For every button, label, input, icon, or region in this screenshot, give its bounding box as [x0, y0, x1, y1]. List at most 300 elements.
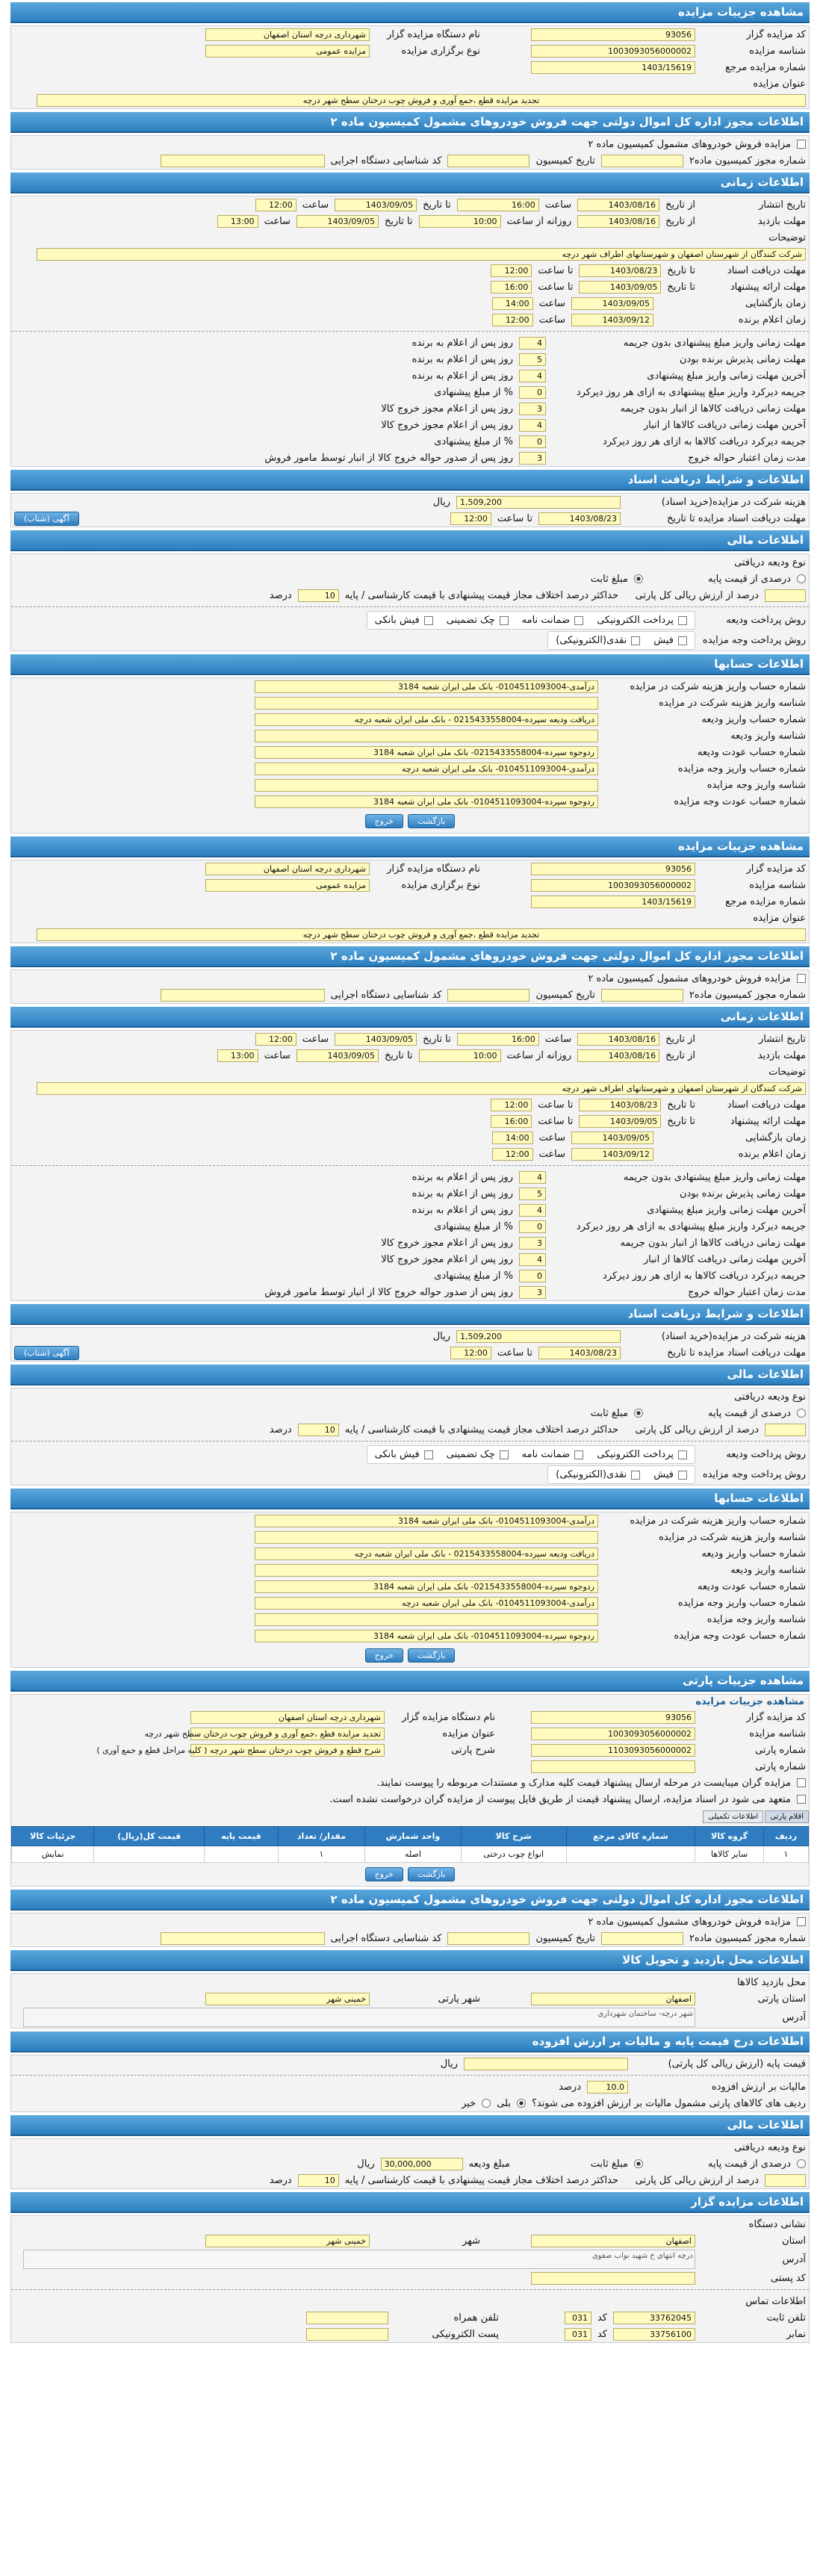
pct-value-input[interactable] — [765, 2174, 806, 2187]
fixed-amount-radio[interactable] — [634, 2159, 643, 2168]
goods-penalty-unit: % از مبلغ پیشنهادی — [434, 435, 513, 447]
visit-panel — [10, 1973, 810, 2029]
commission-date-label: تاریخ کمیسیون — [535, 989, 595, 1001]
pct-value-input[interactable] — [765, 589, 806, 602]
doc-to-label: تا تاریخ — [667, 1099, 695, 1111]
offer-hour-value: 16:00 — [491, 1115, 532, 1128]
party-issuer-label: نام دستگاه مزایده گزار — [402, 1711, 495, 1723]
winner-label: زمان اعلام برنده — [738, 314, 806, 326]
note1-checkbox[interactable] — [797, 1778, 806, 1787]
tab-party-items[interactable]: اقلام پارتی — [765, 1810, 809, 1823]
acc-price-label: شماره حساب واریز وجه مزایده — [677, 763, 806, 775]
doc-to-value: 1403/08/23 — [579, 1099, 661, 1111]
cheque-label: چک تضمینی — [446, 615, 495, 626]
pub-to-hour-value: 12:00 — [255, 1033, 296, 1046]
receipt-checkbox[interactable] — [424, 616, 433, 625]
winner-label: زمان اعلام برنده — [738, 1148, 806, 1160]
acc-fee-value: درآمدی-0104511093004- بانک ملی ایران شعبه 3184 — [255, 680, 598, 693]
cheque-label: چک تضمینی — [446, 1449, 495, 1460]
acc-price-value: درآمدی-0104511093004- بانک ملی ایران شعبه درچه — [255, 763, 598, 775]
view-ad-button[interactable]: آگهی (شتاب) — [14, 512, 79, 526]
license-panel-3 — [10, 1913, 810, 1947]
org-address-value: درچه انتهای خ شهید نواب صفوی — [23, 2250, 695, 2269]
cell-total — [94, 1846, 205, 1863]
table-row — [12, 1846, 809, 1863]
sheba-fee-value — [255, 697, 598, 710]
exit-validity-unit: روز پس از صدور حواله خروج کالا از انبار توسط مامور فروش — [264, 1286, 513, 1298]
license-check-label: مزایده فروش خودروهای مشمول کمیسیون ماده ۲ — [588, 972, 791, 984]
doc-receive-label: مهلت دریافت اسناد مزایده تا تاریخ — [667, 512, 806, 524]
visit-to-label: تا تاریخ — [384, 1049, 413, 1061]
license-checkbox[interactable] — [797, 140, 806, 149]
pct-value-input[interactable] — [765, 1424, 806, 1436]
party-city-value: خمینی شهر — [205, 1993, 370, 2005]
offer-hour-value: 16:00 — [491, 281, 532, 294]
exit-button[interactable]: خروج — [365, 1867, 403, 1881]
org-type-label: نوع برگزاری مزایده — [401, 879, 480, 891]
org-type-label: نوع برگزاری مزایده — [401, 45, 480, 57]
acc-deposit-label: شماره حساب واریز ودیعه — [701, 713, 806, 725]
email-value — [306, 2328, 388, 2341]
max-accept-value: 5 — [519, 353, 546, 366]
last-pay-label: آخرین مهلت زمانی واریز مبلغ پیشنهادی — [647, 1204, 806, 1216]
goods-receive-value: 3 — [519, 403, 546, 415]
goods-last-value: 4 — [519, 1253, 546, 1266]
party-province-label: استان پارتی — [757, 1993, 806, 2005]
exit-button[interactable]: خروج — [365, 1648, 403, 1663]
sheba-deposit-label: شناسه واریز ودیعه — [730, 1564, 806, 1576]
license-checkbox[interactable] — [797, 974, 806, 983]
description-label: توضیحات — [768, 1066, 806, 1078]
doc-fee-value: 1,509,200 — [456, 1330, 621, 1343]
visit-from-label: از تاریخ — [665, 1049, 695, 1061]
visit-label: مهلت بازدید — [757, 215, 806, 227]
col-unit: واحد شمارش — [365, 1827, 461, 1846]
visit-to-hour-label: ساعت — [264, 1049, 291, 1061]
fixed-amount-radio[interactable] — [634, 574, 643, 583]
contact-label: اطلاعات تماس — [745, 2295, 806, 2307]
winner-hour-label: ساعت — [538, 314, 565, 326]
cell-desc: انواع چوب درختی — [461, 1846, 566, 1863]
pub-to-value: 1403/09/05 — [335, 199, 417, 211]
org-type-value: مزایده عمومی — [205, 45, 370, 58]
doc-fee-unit: ریال — [432, 496, 450, 508]
max-pct-diff-unit: درصد — [269, 2174, 292, 2186]
electronic-checkbox[interactable] — [678, 616, 687, 625]
guarantee-checkbox[interactable] — [574, 616, 583, 625]
doc-until-hour-value: 12:00 — [450, 512, 491, 525]
ref-number-label: شماره مزایده مرجع — [725, 896, 806, 907]
goods-penalty-value: 0 — [519, 435, 546, 448]
commission-license-value — [601, 155, 683, 167]
deposit-refund-label: مهلت زمانی واریز مبلغ پیشنهادی بدون جریمه — [623, 337, 806, 349]
max-pct-diff-value: 10 — [298, 2174, 339, 2187]
price-method-options — [547, 1465, 695, 1484]
pct-value-label: درصد از ارزش ریالی کل پارتی — [635, 589, 759, 601]
electronic-label: پرداخت الکترونیکی — [597, 615, 674, 626]
max-pct-diff-unit: درصد — [269, 589, 292, 601]
pct-base-label: درصدی از قیمت پایه — [708, 2158, 791, 2170]
doc-hour-label: تا ساعت — [538, 1099, 574, 1111]
sheba-fee-label: شناسه واریز هزینه شرکت در مزایده — [659, 1531, 806, 1543]
national-id-value: 1003093056000002 — [531, 879, 695, 892]
vat-question: ردیف های کالاهای پارتی مشمول مالیات بر ارزش افزوده می شوند؟ — [531, 2097, 806, 2109]
sheba-price-value — [255, 1613, 598, 1626]
time-header-2: اطلاعات زمانی — [10, 1007, 810, 1028]
license-panel-2 — [10, 969, 810, 1004]
visit-from-value: 1403/08/16 — [577, 1049, 659, 1062]
col-desc: شرح کالا — [461, 1827, 566, 1846]
price-receipt-checkbox[interactable] — [678, 636, 687, 645]
phone-value: 33762045 — [613, 2312, 695, 2324]
visit-to-hour-value: 13:00 — [217, 215, 258, 228]
party-subheader: مشاهده جزییات مزایده — [695, 1696, 804, 1707]
postal-label: کد پستی — [770, 2272, 806, 2284]
cheque-checkbox[interactable] — [500, 616, 509, 625]
visit-daily-label: روزانه از ساعت — [506, 215, 572, 227]
sheba-fee-value — [255, 1531, 598, 1544]
acc-price-label: شماره حساب واریز وجه مزایده — [677, 1597, 806, 1609]
last-pay-value: 4 — [519, 370, 546, 382]
last-pay-value: 4 — [519, 1204, 546, 1217]
visit-from-label: از تاریخ — [665, 215, 695, 227]
title-value: تجدید مزایده قطع ،جمع آوری و فروش چوب درختان سطح شهر درچه — [37, 94, 806, 107]
guarantee-label: ضمانت نامه — [521, 1449, 571, 1460]
auction-code-value: 93056 — [531, 863, 695, 875]
max-accept-label: مهلت زمانی پذیرش برنده بودن — [679, 353, 806, 365]
base-price-header: اطلاعات درج قیمت پایه و مالیات بر ارزش افزوده — [10, 2032, 810, 2052]
doc-until-hour-value: 12:00 — [450, 1347, 491, 1359]
ref-number-label: شماره مزایده مرجع — [725, 61, 806, 73]
org-city-label: شهر — [462, 2235, 480, 2247]
commission-date-value — [447, 1932, 529, 1945]
pub-from-value: 1403/08/16 — [577, 1033, 659, 1046]
license-header-3: اطلاعات مجوز اداره کل اموال دولتی جهت فروش خودروهای مشمول کمیسیون ماده ۲ — [10, 1890, 810, 1911]
cash-electronic-checkbox[interactable] — [631, 636, 640, 645]
acc-refund-label: شماره حساب عودت ودیعه — [697, 746, 806, 758]
pub-to-value: 1403/09/05 — [335, 1033, 417, 1046]
goods-receive-value: 3 — [519, 1237, 546, 1250]
penalty-late-label: جریمه دیرکرد واریز مبلغ پیشنهادی به ازای هر روز دیرکرد — [576, 386, 806, 398]
pub-hour-label: ساعت — [544, 199, 572, 211]
financial-panel — [10, 553, 810, 651]
exit-validity-label: مدت زمان اعتبار حواله خروج — [688, 452, 806, 464]
vat-no-label: خیر — [462, 2097, 476, 2109]
exit-validity-value: 3 — [519, 452, 546, 465]
commission-license-label: شماره مجوز کمیسیون ماده۲ — [689, 1932, 806, 1944]
deposit-refund-label: مهلت زمانی واریز مبلغ پیشنهادی بدون جریمه — [623, 1171, 806, 1183]
doc-deadline-label: مهلت دریافت اسناد — [727, 1099, 806, 1111]
org-province-label: استان — [782, 2235, 806, 2247]
commission-license-value — [601, 989, 683, 1002]
party-province-value: اصفهان — [531, 1993, 695, 2005]
penalty-late-unit: % از مبلغ پیشنهادی — [434, 1220, 513, 1232]
last-pay-label: آخرین مهلت زمانی واریز مبلغ پیشنهادی — [647, 370, 806, 382]
back-button[interactable]: بازگشت — [408, 814, 456, 828]
offer-hour-label: تا ساعت — [538, 1115, 574, 1127]
commission-date-value — [447, 155, 529, 167]
license-check-label: مزایده فروش خودروهای مشمول کمیسیون ماده ۲ — [588, 1916, 791, 1928]
exit-validity-label: مدت زمان اعتبار حواله خروج — [688, 1286, 806, 1298]
pub-to-hour-label: ساعت — [302, 1033, 329, 1045]
vat-no-radio[interactable] — [482, 2099, 491, 2108]
base-price-panel — [10, 2055, 810, 2112]
tab-extra-info[interactable]: اطلاعات تکمیلی — [703, 1810, 763, 1823]
note2-checkbox[interactable] — [797, 1795, 806, 1804]
pct-base-radio[interactable] — [797, 574, 806, 583]
accounts-panel-2 — [10, 1512, 810, 1668]
pct-base-label: درصدی از قیمت پایه — [708, 573, 791, 585]
deposit-method-options — [367, 1445, 695, 1464]
acc-price-refund-label: شماره حساب عودت وجه مزایده — [674, 1630, 806, 1642]
title-label: عنوان مزایده — [753, 78, 806, 90]
winner-hour-label: ساعت — [538, 1148, 565, 1160]
acc-deposit-label: شماره حساب واریز ودیعه — [701, 1548, 806, 1559]
party-no2-value — [531, 1760, 695, 1773]
cell-unit: اصله — [365, 1846, 461, 1863]
col-details: جزئیات کالا — [12, 1827, 94, 1846]
pct-base-radio[interactable] — [797, 1409, 806, 1418]
acc-price-value: درآمدی-0104511093004- بانک ملی ایران شعبه درچه — [255, 1597, 598, 1610]
price-method-label: روش پرداخت وجه مزایده — [702, 1469, 806, 1480]
fax-code-value: 031 — [565, 2328, 591, 2341]
commission-date-label: تاریخ کمیسیون — [535, 155, 595, 167]
visit-to-value: 1403/09/05 — [296, 1049, 379, 1062]
visit-from-value: 1403/08/16 — [577, 215, 659, 228]
opening-hour-value: 14:00 — [492, 1132, 533, 1144]
financial-header-2: اطلاعات مالی — [10, 1365, 810, 1385]
winner-hour-value: 12:00 — [492, 1148, 533, 1161]
exec-org-value — [161, 989, 325, 1002]
financial-panel-2 — [10, 1388, 810, 1486]
deposit-amount-value: 30,000,000 — [381, 2158, 463, 2170]
mobile-label: تلفن همراه — [453, 2312, 499, 2324]
party-no-label: شماره پارتی — [755, 1744, 806, 1756]
sheba-price-label: شناسه واریز وجه مزایده — [706, 779, 806, 791]
col-total: قیمت کل(ریال) — [94, 1827, 205, 1846]
exit-button[interactable]: خروج — [365, 814, 403, 828]
goods-penalty-unit: % از مبلغ پیشنهادی — [434, 1270, 513, 1282]
party-city-label: شهر پارتی — [438, 1993, 480, 2005]
max-pct-diff-label: حداکثر درصد اختلاف مجاز قیمت پیشنهادی با قیمت کارشناسی / پایه — [344, 2174, 618, 2186]
pub-to-hour-value: 12:00 — [255, 199, 296, 211]
title-label: عنوان مزایده — [753, 912, 806, 924]
phone-label: تلفن ثابت — [766, 2312, 806, 2324]
description-label: توضیحات — [768, 232, 806, 243]
exec-org-label: کد شناسایی دستگاه اجرایی — [330, 989, 442, 1001]
offer-to-value: 1403/09/05 — [579, 281, 661, 294]
back-button[interactable]: بازگشت — [408, 1648, 456, 1663]
fax-value: 33756100 — [613, 2328, 695, 2341]
deposit-type-label: نوع ودیعه دریافتی — [734, 1391, 806, 1403]
license-check-label: مزایده فروش خودروهای مشمول کمیسیون ماده ۲ — [588, 138, 791, 150]
deposit-type-label: نوع ودیعه دریافتی — [734, 556, 806, 568]
party-issuer-value: شهرداری درچه استان اصفهان — [190, 1711, 385, 1724]
goods-last-value: 4 — [519, 419, 546, 432]
guarantee-checkbox[interactable] — [574, 1450, 583, 1459]
org-address-label: نشانی دستگاه — [748, 2218, 806, 2230]
deposit-method-label: روش پرداخت ودیعه — [726, 615, 806, 626]
col-group: گروه کالا — [695, 1827, 764, 1846]
national-id-label: شناسه مزایده — [749, 879, 806, 891]
cash-electronic-checkbox[interactable] — [631, 1471, 640, 1480]
cell-row: ۱ — [763, 1846, 808, 1863]
doc-fee-value: 1,509,200 — [456, 496, 621, 509]
party-desc-value: شرح قطع و فروش چوب درختان سطح شهر درچه ( کلیه مراحل قطع و جمع آوری ) — [190, 1744, 385, 1757]
receipt-checkbox[interactable] — [424, 1450, 433, 1459]
winner-date-value: 1403/09/12 — [571, 1148, 653, 1161]
opening-hour-value: 14:00 — [492, 297, 533, 310]
commission-date-value — [447, 989, 529, 1002]
fixed-amount-radio[interactable] — [634, 1409, 643, 1418]
email-label: پست الکترونیکی — [432, 2328, 499, 2340]
vat-value: 10.0 — [587, 2081, 628, 2094]
price-receipt-checkbox[interactable] — [678, 1471, 687, 1480]
penalty-late-value: 0 — [519, 1220, 546, 1233]
exit-validity-unit: روز پس از صدور حواله خروج کالا از انبار توسط مامور فروش — [264, 452, 513, 464]
doc-until-value: 1403/08/23 — [538, 1347, 621, 1359]
col-qty: مقدار/ تعداد — [278, 1827, 365, 1846]
cell-ref-no — [566, 1846, 695, 1863]
commission-license-value — [601, 1932, 683, 1945]
goods-last-unit: روز پس از اعلام مجوز خروج کالا — [381, 419, 513, 431]
issuer-label: نام دستگاه مزایده گزار — [387, 863, 480, 875]
cash-electronic-label: نقدی(الکترونیکی) — [556, 1469, 627, 1480]
auction-code-label: کد مزایده گزار — [746, 28, 806, 40]
exec-org-label: کد شناسایی دستگاه اجرایی — [330, 1932, 442, 1944]
auction-code-label: کد مزایده گزار — [746, 863, 806, 875]
base-price-value — [464, 2058, 628, 2070]
vat-yes-radio[interactable] — [517, 2099, 526, 2108]
acc-deposit-value: دریافت ودیعه سپرده-0215433558004 - بانک ملی ایران شعبه درچه — [255, 713, 598, 726]
pct-base-radio[interactable] — [797, 2159, 806, 2168]
doc-hour-value: 12:00 — [491, 1099, 532, 1111]
price-receipt-label: فیش — [653, 635, 674, 646]
organizer-header: اطلاعات مزایده گزار — [10, 2192, 810, 2213]
acc-price-refund-value: ردوجوه سپرده-0104511093004- بانک ملی ایران شعبه 3184 — [255, 1630, 598, 1642]
visit-daily-value: 10:00 — [419, 215, 501, 228]
exec-org-value — [161, 155, 325, 167]
party-title-label: عنوان مزایده — [442, 1728, 495, 1739]
note1-text: مزایده گران میبایست در مرحله ارسال پیشنهاد قیمت کلیه مدارک و مستندات مربوطه را پیوست نمایند. — [376, 1777, 791, 1789]
license-header-2: اطلاعات مجوز اداره کل اموال دولتی جهت فروش خودروهای مشمول کمیسیون ماده ۲ — [10, 946, 810, 967]
acc-deposit-value: دریافت ودیعه سپرده-0215433558004 - بانک ملی ایران شعبه درچه — [255, 1548, 598, 1560]
opening-date-value: 1403/09/05 — [571, 1132, 653, 1144]
financial-header: اطلاعات مالی — [10, 530, 810, 551]
electronic-checkbox[interactable] — [678, 1450, 687, 1459]
fixed-amount-label: مبلغ ثابت — [590, 1407, 628, 1419]
offer-deadline-label: مهلت ارائه پیشنهاد — [730, 1115, 806, 1127]
issuer-value: شهرداری درچه استان اصفهان — [205, 863, 370, 875]
acc-refund-value: ردوجوه سپرده-0215433558004- بانک ملی ایران شعبه 3184 — [255, 1580, 598, 1593]
license-checkbox[interactable] — [797, 1917, 806, 1926]
doc-header-2: اطلاعات و شرایط دریافت اسناد — [10, 1304, 810, 1325]
address-value: شهر درچه- ساختمان شهرداری — [23, 2008, 695, 2027]
goods-last-label: آخرین مهلت زمانی دریافت کالاها از انبار — [643, 419, 806, 431]
title-value: تجدید مزایده قطع ،جمع آوری و فروش چوب درختان سطح شهر درچه — [37, 928, 806, 941]
national-id-value: 1003093056000002 — [531, 45, 695, 58]
visit-daily-value: 10:00 — [419, 1049, 501, 1062]
max-accept-value: 5 — [519, 1188, 546, 1200]
acc-fee-label: شماره حساب واریز هزینه شرکت در مزایده — [630, 680, 806, 692]
accounts-panel — [10, 677, 810, 834]
deposit-type-label: نوع ودیعه دریافتی — [734, 2141, 806, 2153]
financial-panel-3 — [10, 2138, 810, 2189]
max-accept-unit: روز پس از اعلام به برنده — [411, 1188, 513, 1199]
winner-hour-value: 12:00 — [492, 314, 533, 326]
opening-date-value: 1403/09/05 — [571, 297, 653, 310]
postal-value — [531, 2272, 695, 2285]
auction-code-value: 93056 — [531, 28, 695, 41]
sheba-fee-label: شناسه واریز هزینه شرکت در مزایده — [659, 697, 806, 709]
party-national-label: شناسه مزایده — [749, 1728, 806, 1739]
pub-date-label: تاریخ انتشار — [759, 1033, 806, 1045]
last-pay-unit: روز پس از اعلام به برنده — [411, 370, 513, 382]
pct-value-label: درصد از ارزش ریالی کل پارتی — [635, 2174, 759, 2186]
pub-hour-value: 16:00 — [457, 1033, 539, 1046]
price-receipt-label: فیش — [653, 1469, 674, 1480]
max-accept-label: مهلت زمانی پذیرش برنده بودن — [679, 1188, 806, 1199]
doc-until-value: 1403/08/23 — [538, 512, 621, 525]
cell-qty: ۱ — [278, 1846, 365, 1863]
opening-hour-label: ساعت — [538, 1132, 565, 1143]
back-button[interactable]: بازگشت — [408, 1867, 456, 1881]
org-address2-label: آدرس — [782, 2253, 806, 2265]
doc-to-value: 1403/08/23 — [579, 264, 661, 277]
visit-header: اطلاعات محل بازدید و تحویل کالا — [10, 1950, 810, 1971]
goods-penalty-label: جریمه دیرکرد دریافت کالاها به ازای هر روز دیرکرد — [603, 1270, 806, 1282]
base-price-label: قیمت پایه (ارزش ریالی کل پارتی) — [668, 2058, 806, 2070]
last-pay-unit: روز پس از اعلام به برنده — [411, 1204, 513, 1216]
goods-receive-label: مهلت زمانی دریافت کالاها از انبار بدون جریمه — [620, 1237, 806, 1249]
fixed-amount-label: مبلغ ثابت — [590, 573, 628, 585]
goods-last-unit: روز پس از اعلام مجوز خروج کالا — [381, 1253, 513, 1265]
max-pct-diff-unit: درصد — [269, 1424, 292, 1436]
col-ref-no: شماره کالای مرجع — [566, 1827, 695, 1846]
offer-to-label: تا تاریخ — [667, 1115, 695, 1127]
address-label: آدرس — [782, 2011, 806, 2023]
acc-refund-label: شماره حساب عودت ودیعه — [697, 1580, 806, 1592]
doc-until-hour-label: تا ساعت — [497, 512, 532, 524]
financial-header-3: اطلاعات مالی — [10, 2115, 810, 2136]
visit-to-hour-value: 13:00 — [217, 1049, 258, 1062]
offer-deadline-label: مهلت ارائه پیشنهاد — [730, 281, 806, 293]
sheba-deposit-label: شناسه واریز ودیعه — [730, 730, 806, 742]
phone-code-value: 031 — [565, 2312, 591, 2324]
auction-info-panel — [10, 25, 810, 109]
cell-details-link[interactable]: نمایش — [12, 1846, 94, 1863]
visit-to-value: 1403/09/05 — [296, 215, 379, 228]
time-header: اطلاعات زمانی — [10, 173, 810, 193]
winner-date-value: 1403/09/12 — [571, 314, 653, 326]
offer-to-label: تا تاریخ — [667, 281, 695, 293]
deposit-amount-unit: ریال — [357, 2158, 375, 2170]
pub-hour-label: ساعت — [544, 1033, 572, 1045]
deposit-method-options — [367, 611, 695, 630]
goods-receive-unit: روز پس از اعلام مجوز خروج کالا — [381, 403, 513, 415]
license-panel — [10, 135, 810, 170]
goods-penalty-label: جریمه دیرکرد دریافت کالاها به ازای هر روز دیرکرد — [603, 435, 806, 447]
organizer-panel — [10, 2215, 810, 2343]
issuer-label: نام دستگاه مزایده گزار — [387, 28, 480, 40]
visit-daily-label: روزانه از ساعت — [506, 1049, 572, 1061]
cheque-checkbox[interactable] — [500, 1450, 509, 1459]
acc-refund-value: ردوجوه سپرده-0215433558004- بانک ملی ایران شعبه 3184 — [255, 746, 598, 759]
receipt-label: فیش بانکی — [374, 615, 420, 626]
deposit-method-label: روش پرداخت ودیعه — [726, 1449, 806, 1460]
view-ad-button[interactable]: آگهی (شتاب) — [14, 1346, 79, 1360]
cell-base-price — [205, 1846, 278, 1863]
